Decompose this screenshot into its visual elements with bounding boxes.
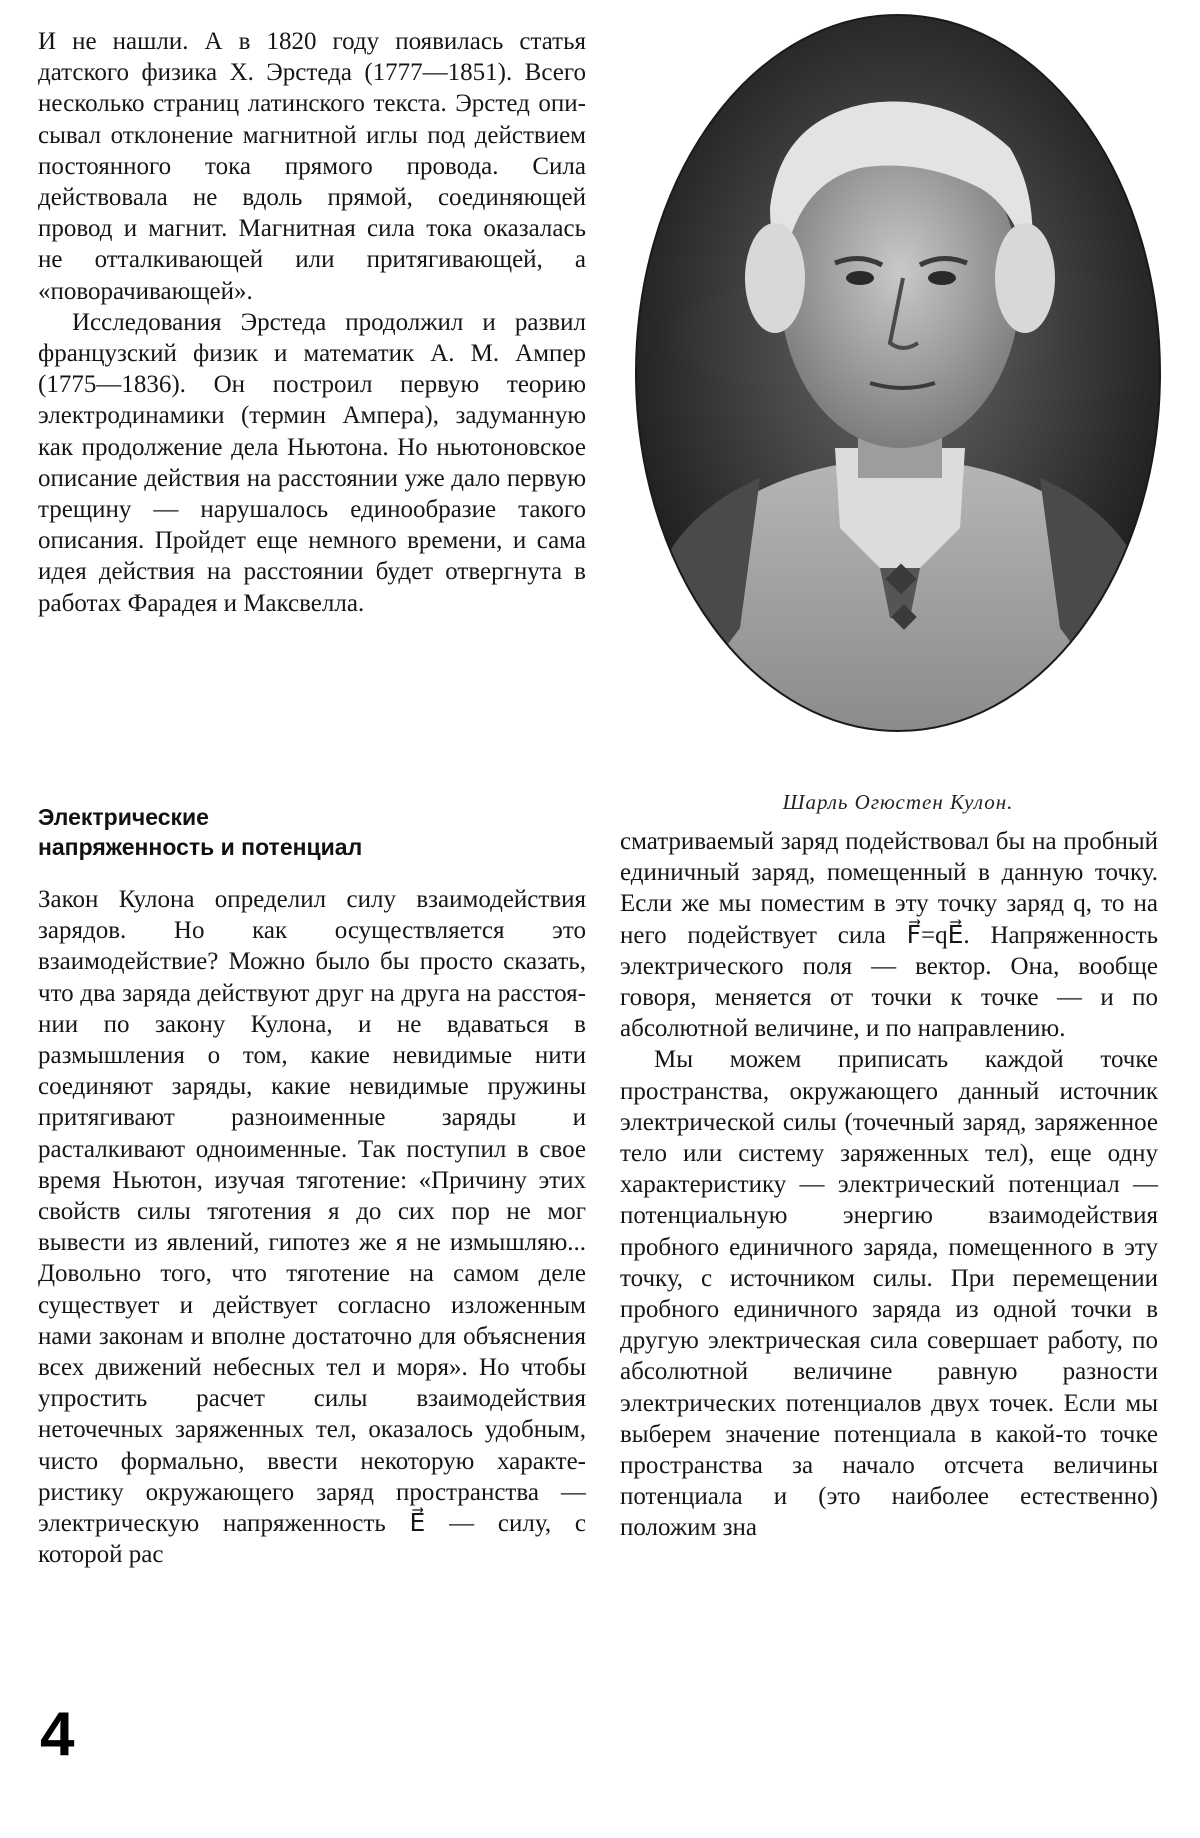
page-number: 4: [40, 1700, 75, 1769]
section-heading: [38, 802, 586, 862]
portrait-caption: Шарль Огюстен Кулон.: [782, 790, 1014, 814]
text-column-bottom-left: [38, 884, 586, 1570]
section-heading-line2: напряженность и потенциал: [38, 834, 363, 860]
paragraph-coulomb-law: Закон Кулона определил силу взаимодействия зарядов. Но как осуществляется это взаимодействие? Можно было бы просто сказать, что два заряда действуют друг на друга на расстоянии по закону Кулона, и не вдаваться в размышления о том, какие невидимые нити соединяют заряды, какие невидимые пружины притягивают разноименные заряды и расталкивают одноименные. Так поступил в свое время Ньютон, изучая тяготение: «Причину этих свойств силы тяготения я до сих пор не мог вывести из явлений, гипотез же я не измышляю... Довольно того, что тяготение на самом деле существует и действует согласно изложенным нами законам и вполне достаточно для объяснения всех движений небесных тел и моря». Но чтобы упростить расчет силы взаимодействия неточечных заряженных тел, оказалось удобным, чисто формально, ввести некоторую характеристику окружающего заряд пространства — электрическую напряженность E⃗ — силу, с которой рас: [38, 886, 586, 1569]
coulomb-portrait: [620, 8, 1176, 738]
text-column-top-left: [38, 26, 586, 619]
text-column-right: [620, 826, 1158, 1544]
paragraph-potential: Мы можем приписать каждой точке пространства, окружающего данный источник электрической силы (точечный заряд, заряженное тело или систему заряженных тел), еще одну характеристику — электрический потенциал — потенциальную энергию взаимодействия пробного единичного заряда, помещенного в эту точку, с источником силы. При перемещении пробного единичного заряда из одной точки в другую электрическая сила совершает работу, по абсолютной величине равную разности электрических потенциалов двух точек. Если мы выберем значение потенциала в какой-то точке пространства за начало отсчета величины потенциала и (это наиболее естественно) положим зна: [620, 1046, 1158, 1542]
section-heading-line1: Электрические: [38, 804, 209, 830]
paragraph-field-strength: сматриваемый заряд подействовал бы на пробный единичный заряд, помещенный в данную точку. Если же мы поместим в эту точку заряд q, то на него подействует сила F⃗=qE⃗. Напряженность электрического поля — вектор. Она, вообще говоря, меняется от точки к точке — и по абсолютной величине, и по направлению.: [620, 828, 1158, 1043]
paragraph-ampere: Исследования Эрстеда продолжил и развил французский физик и математик А. М. Ампер (1775—1836). Он построил первую теорию электродинамики (термин Ампера), задуманную как продолжение дела Ньютона. Но ньютоновское описание действия на расстоянии уже дало первую трещину — нарушалось единообразие такого описания. Пройдет еще немного времени, и сама идея действия на расстоянии будет отвергнута в работах Фарадея и Максвелла.: [38, 308, 586, 617]
paragraph-oersted: И не нашли. А в 1820 году появилась статья датского физика Х. Эрстеда (1777—1851). Всего несколько страниц латинского текста. Эрстед описывал отклонение магнитной иглы под действием постоянного тока прямого провода. Сила действовала не вдоль прямой, соединяющей провод и магнит. Магнитная сила тока оказалась не отталкивающей или притягивающей, а «поворачивающей».: [38, 28, 586, 305]
